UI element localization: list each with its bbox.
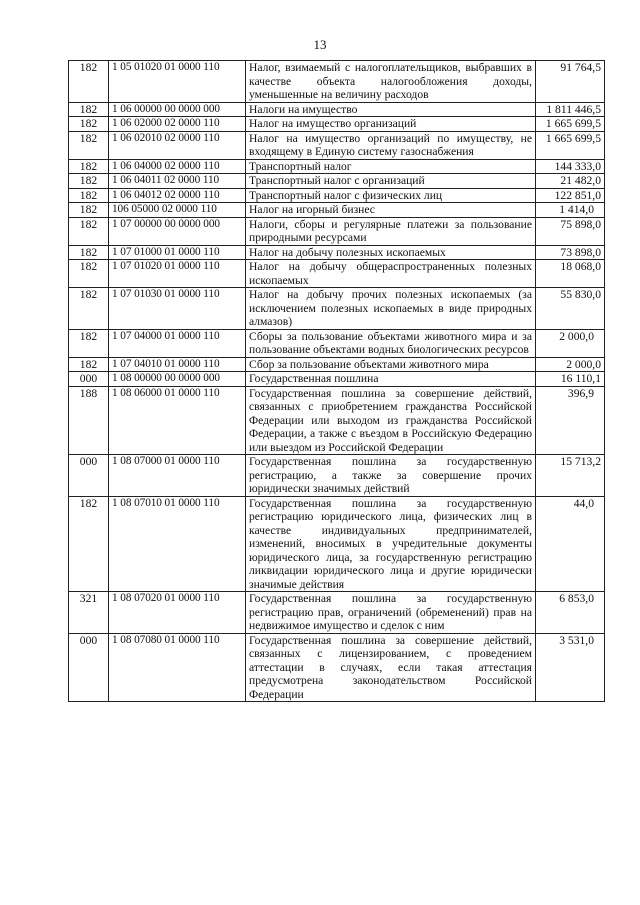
budget-code-cell: 1 07 04010 01 0000 110 [109,357,246,372]
table-row [69,131,605,159]
revenue-name-cell: Налог на игорный бизнес [246,203,536,218]
admin-code-cell: 182 [69,203,109,218]
amount-cell: 16 110,1 [536,372,605,387]
budget-code-cell: 106 05000 02 0000 110 [109,203,246,218]
amount-cell: 6 853,0 [536,592,605,634]
budget-code-cell: 1 08 07020 01 0000 110 [109,592,246,634]
budget-code-cell: 1 08 06000 01 0000 110 [109,386,246,455]
amount-cell: 144 333,0 [536,159,605,174]
admin-code-cell: 182 [69,329,109,357]
admin-code-cell: 321 [69,592,109,634]
amount-cell: 3 531,0 [536,633,605,702]
table-row [69,329,605,357]
amount-cell: 15 713,2 [536,455,605,497]
amount-cell: 1 811 446,5 [536,102,605,117]
budget-code-cell: 1 06 02000 02 0000 110 [109,117,246,132]
table-row [69,245,605,260]
table-row [69,455,605,497]
amount-cell: 21 482,0 [536,174,605,189]
amount-cell: 122 851,0 [536,188,605,203]
revenue-table [68,60,605,702]
revenue-name-cell: Государственная пошлина за государственную регистрацию, а также за совершение прочих юридически значимых действий [246,455,536,497]
revenue-name-cell: Налог на добычу прочих полезных ископаемых (за исключением полезных ископаемых в виде природных алмазов) [246,288,536,330]
budget-code-cell: 1 07 01020 01 0000 110 [109,260,246,288]
amount-cell: 2 000,0 [536,357,605,372]
revenue-name-cell: Государственная пошлина за государственную регистрацию юридического лица, физических лиц в качестве индивидуальных предпринимателей, изменений, вносимых в учредительные документы юридического лица, за государственную регистрацию ликвидации юридического лица и другие юридически значимые действия [246,496,536,592]
amount-cell: 2 000,0 [536,329,605,357]
table-row [69,159,605,174]
table-row [69,372,605,387]
amount-cell: 44,0 [536,496,605,592]
amount-cell: 75 898,0 [536,217,605,245]
revenue-name-cell: Налоги на имущество [246,102,536,117]
revenue-name-cell: Налог на имущество организаций по имуществу, не входящему в Единую систему газоснабжения [246,131,536,159]
table-row [69,386,605,455]
budget-code-cell: 1 06 02010 02 0000 110 [109,131,246,159]
budget-code-cell: 1 06 04000 02 0000 110 [109,159,246,174]
budget-code-cell: 1 06 04011 02 0000 110 [109,174,246,189]
table-row [69,357,605,372]
revenue-name-cell: Государственная пошлина за государственную регистрацию прав, ограничений (обременений) прав на недвижимое имущество и сделок с ним [246,592,536,634]
amount-cell: 1 414,0 [536,203,605,218]
table-row [69,592,605,634]
admin-code-cell: 182 [69,496,109,592]
amount-cell: 1 665 699,5 [536,117,605,132]
table-row [69,117,605,132]
budget-code-cell: 1 08 07080 01 0000 110 [109,633,246,702]
revenue-name-cell: Транспортный налог с организаций [246,174,536,189]
revenue-name-cell: Государственная пошлина [246,372,536,387]
amount-cell: 1 665 699,5 [536,131,605,159]
admin-code-cell: 182 [69,117,109,132]
amount-cell: 396,9 [536,386,605,455]
budget-code-cell: 1 07 00000 00 0000 000 [109,217,246,245]
admin-code-cell: 182 [69,102,109,117]
admin-code-cell: 182 [69,357,109,372]
table-row [69,260,605,288]
amount-cell: 18 068,0 [536,260,605,288]
amount-cell: 55 830,0 [536,288,605,330]
table-row [69,203,605,218]
table-row [69,102,605,117]
budget-code-cell: 1 07 04000 01 0000 110 [109,329,246,357]
revenue-name-cell: Сборы за пользование объектами животного мира и за пользование объектами водных биологических ресурсов [246,329,536,357]
budget-code-cell: 1 08 07010 01 0000 110 [109,496,246,592]
admin-code-cell: 182 [69,217,109,245]
revenue-name-cell: Государственная пошлина за совершение действий, связанных с приобретением гражданства Российской Федерации или выходом из гражданства Российской Федерации, а также с въездом в Российскую Федерацию или выездом из Российской Федерации [246,386,536,455]
revenue-name-cell: Налог на добычу общераспространенных полезных ископаемых [246,260,536,288]
revenue-name-cell: Государственная пошлина за совершение действий, связанных с лицензированием, с проведением аттестации в случаях, если такая аттестация предусмотрена законодательством Российской Федерации [246,633,536,702]
budget-code-cell: 1 08 07000 01 0000 110 [109,455,246,497]
admin-code-cell: 000 [69,633,109,702]
admin-code-cell: 000 [69,455,109,497]
budget-code-cell: 1 07 01000 01 0000 110 [109,245,246,260]
table-row [69,188,605,203]
admin-code-cell: 182 [69,61,109,103]
table-row [69,217,605,245]
admin-code-cell: 182 [69,159,109,174]
admin-code-cell: 182 [69,260,109,288]
budget-code-cell: 1 07 01030 01 0000 110 [109,288,246,330]
amount-cell: 73 898,0 [536,245,605,260]
admin-code-cell: 182 [69,131,109,159]
revenue-name-cell: Налог на добычу полезных ископаемых [246,245,536,260]
revenue-table-body [69,61,605,702]
amount-cell: 91 764,5 [536,61,605,103]
admin-code-cell: 182 [69,174,109,189]
table-row [69,496,605,592]
table-row [69,633,605,702]
admin-code-cell: 188 [69,386,109,455]
revenue-name-cell: Сбор за пользование объектами животного мира [246,357,536,372]
revenue-name-cell: Транспортный налог с физических лиц [246,188,536,203]
admin-code-cell: 182 [69,288,109,330]
budget-code-cell: 1 05 01020 01 0000 110 [109,61,246,103]
table-row [69,174,605,189]
table-row [69,61,605,103]
revenue-name-cell: Налог, взимаемый с налогоплательщиков, выбравших в качестве объекта налогообложения доходы, уменьшенные на величину расходов [246,61,536,103]
admin-code-cell: 000 [69,372,109,387]
budget-code-cell: 1 08 00000 00 0000 000 [109,372,246,387]
budget-code-cell: 1 06 04012 02 0000 110 [109,188,246,203]
revenue-name-cell: Транспортный налог [246,159,536,174]
budget-code-cell: 1 06 00000 00 0000 000 [109,102,246,117]
admin-code-cell: 182 [69,245,109,260]
page-number: 13 [313,37,327,52]
table-row [69,288,605,330]
revenue-name-cell: Налог на имущество организаций [246,117,536,132]
revenue-name-cell: Налоги, сборы и регулярные платежи за пользование природными ресурсами [246,217,536,245]
admin-code-cell: 182 [69,188,109,203]
